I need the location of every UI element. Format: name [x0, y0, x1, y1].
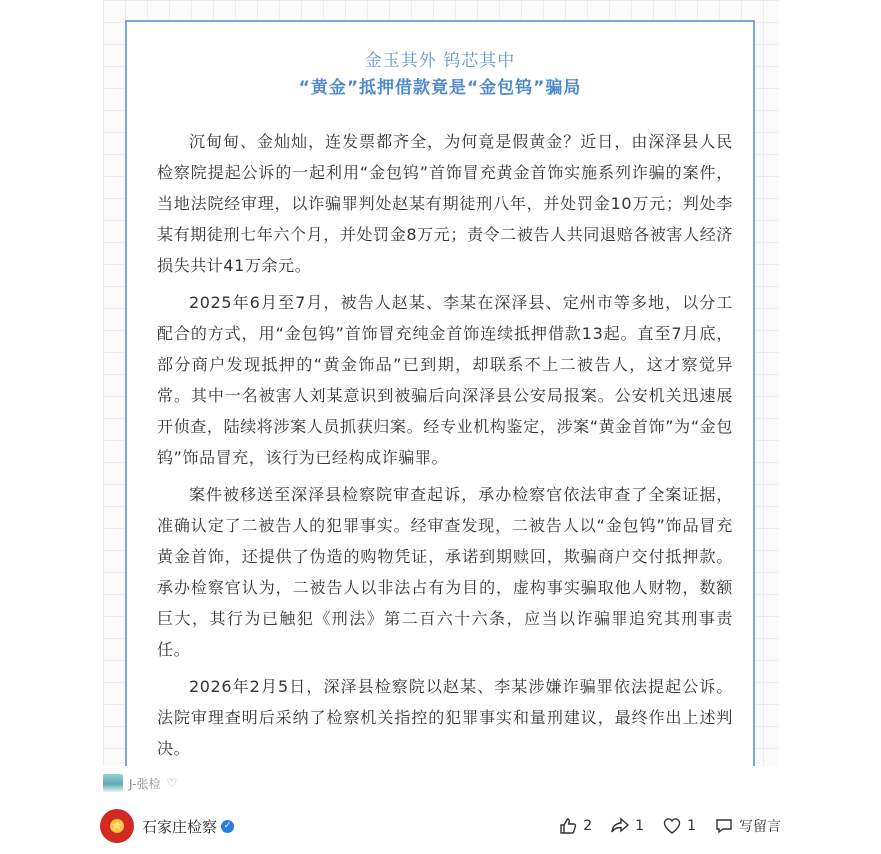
action-bar: [558, 816, 781, 836]
editor-avatar: [103, 774, 123, 792]
editor-name: J-张检: [129, 776, 161, 791]
favorite-count: 1: [687, 818, 696, 834]
like-count: 2: [583, 818, 593, 834]
article-body: [157, 126, 733, 766]
thumbs-up-icon: [558, 816, 578, 836]
like-button[interactable]: [558, 816, 592, 836]
share-button[interactable]: [610, 816, 644, 836]
share-icon: [610, 816, 630, 836]
share-count: 1: [635, 818, 645, 834]
headline-title: “黄金”抵押借款竟是“金包钨”骗局: [298, 78, 582, 98]
article-paragraph: 2025年6月至7月，被告人赵某、李某在深泽县、定州市等多地，以分工配合的方式，用“金包钨”首饰冒充纯金首饰连续抵押借款13起。直至7月底，部分商户发现抵押的“黄金饰品”已到期，却联系不上二被告人，这才察觉异常。其中一名被害人刘某意识到被骗后向深泽县公安局报案。公安机关迅速展开侦查，陆续将涉案人员抓获归案。经专业机构鉴定，涉案“黄金首饰”为“金包钨”饰品冒充，该行为已经构成诈骗罪。: [157, 293, 733, 467]
account-bar: [100, 808, 781, 844]
heart-outline-icon[interactable]: ♡: [166, 776, 178, 790]
editor-signature: [103, 772, 403, 794]
headline-subtitle: 金玉其外 钨芯其中: [364, 51, 516, 71]
article-paragraph: 案件被移送至深泽县检察院审查起诉，承办检察官依法审查了全案证据，准确认定了二被告人的犯罪事实。经审查发现，二被告人以“金包钨”饰品冒充黄金首饰，还提供了伪造的购物凭证，承诺到期赎回，欺骗商户交付抵押款。承办检察官认为，二被告人以非法占有为目的，虚构事实骗取他人财物，数额巨大，其行为已触犯《刑法》第二百六十六条，应当以诈骗罪追究其刑事责任。: [157, 485, 733, 659]
article-paragraph: 2026年2月5日，深泽县检察院以赵某、李某涉嫌诈骗罪依法提起公诉。法院审理查明后采纳了检察机关指控的犯罪事实和量刑建议，最终作出上述判决。: [157, 677, 733, 758]
article-image-panel: [103, 0, 779, 766]
account-name[interactable]: 石家庄检察: [142, 817, 218, 836]
article-card: [125, 20, 755, 766]
emblem-icon[interactable]: ★: [100, 809, 134, 843]
comment-button[interactable]: [714, 816, 781, 836]
article-paragraph: 沉甸甸、金灿灿，连发票都齐全，为何竟是假黄金？近日，由深泽县人民检察院提起公诉的一起利用“金包钨”首饰冒充黄金首饰实施系列诈骗的案件，当地法院经审理，以诈骗罪判处赵某有期徒刑八年，并处罚金10万元；判处李某有期徒刑七年六个月，并处罚金8万元；责令二被告人共同退赔各被害人经济损失共计41万余元。: [157, 132, 733, 275]
verified-badge-icon: ✓: [221, 820, 234, 833]
favorite-button[interactable]: [662, 816, 696, 836]
comment-label: 写留言: [739, 819, 781, 835]
heart-icon: [662, 816, 682, 836]
comment-icon: [714, 816, 734, 836]
